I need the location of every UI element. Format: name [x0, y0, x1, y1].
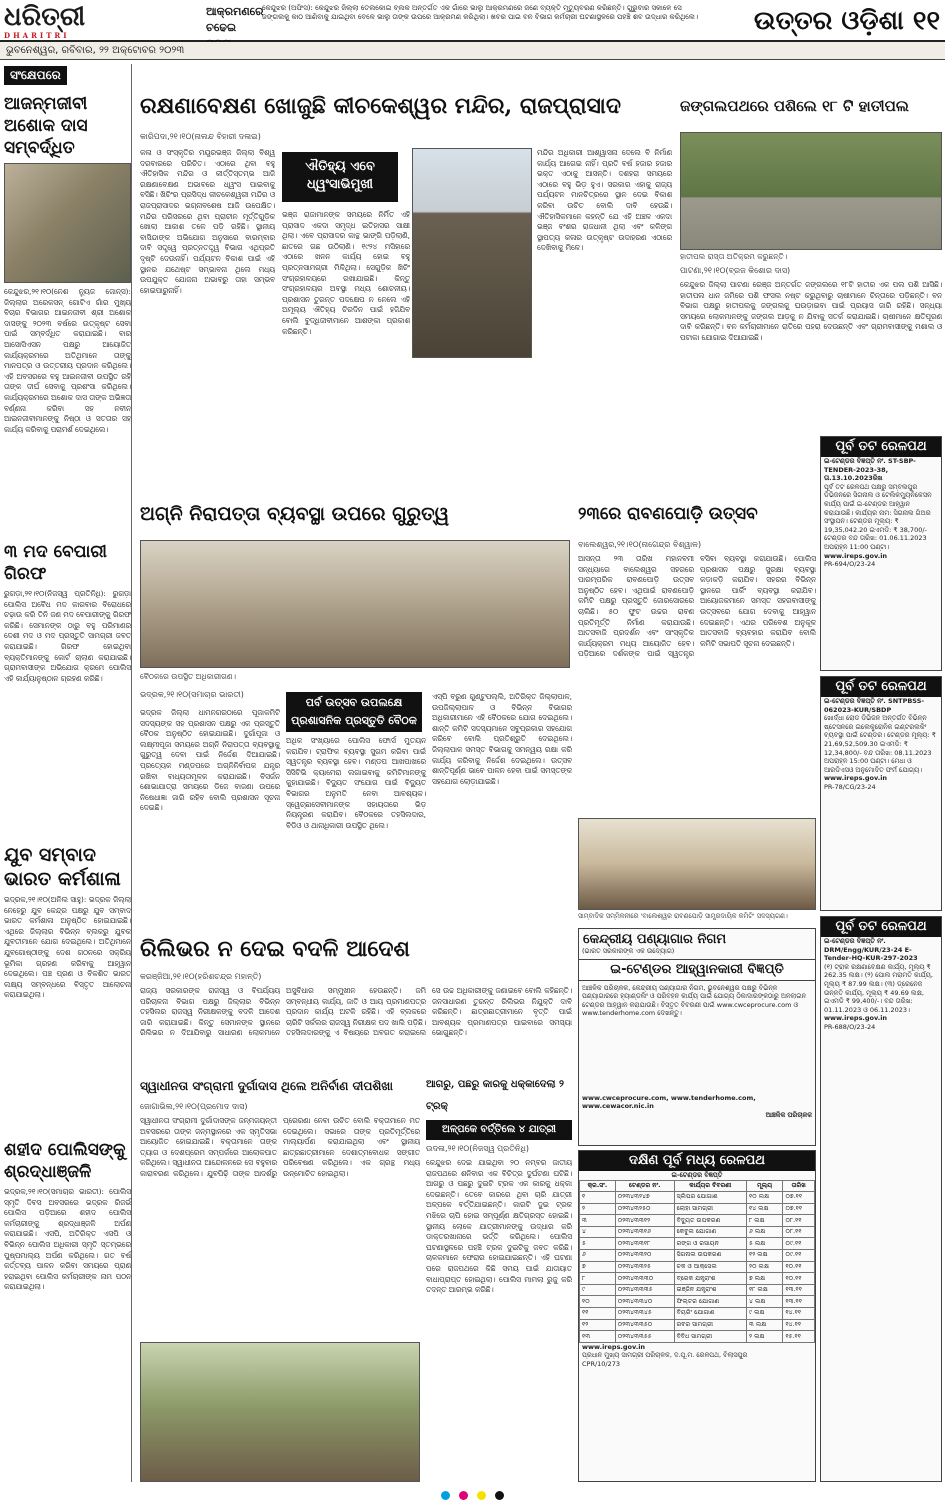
table-row: [580, 1203, 815, 1215]
table-cell: ୦୯.୧୧: [783, 1238, 815, 1250]
table-cell: ୧୧: [580, 1308, 616, 1320]
table-cell: ୬: [580, 1250, 616, 1262]
table-cell: ୫: [580, 1238, 616, 1250]
table-cell: ୨ ଲକ୍ଷ: [747, 1331, 783, 1343]
table-cell: ୩: [580, 1215, 616, 1227]
railway-code: CPR/10/273: [582, 1359, 621, 1368]
ad-2-ref: ଇ-ଟେଣ୍ଡର ବିଜ୍ଞପ୍ତି ନଂ. SNTPBSS-062023-KUR/SBDP: [824, 697, 925, 714]
freedom-text: ସ୍ୱାଧୀନତା ସଂଗ୍ରାମୀ ଦୁର୍ଗାଦାସଙ୍କ ଜନ୍ମଜୟନ୍ତୀ ଅବସରରେ ତାଙ୍କ ଜନ୍ମସ୍ଥାନରେ ଏକ ସ୍ମୃତିସଭା ଆୟୋଜିତ ହୋଇଯାଇଛି। ବକ୍ତାମାନେ ତାଙ୍କ ତ୍ୟାଗ ଓ ଦେଶପ୍ରେମ ସମ୍ପର୍କରେ ଆଲୋକପାତ କରିଥିଲେ। ସ୍ୱାଧୀନତା ଆନ୍ଦୋଳନରେ ସେ ବହୁବାର କାରାବରଣ କରିଥିଲେ। ଯୁବପିଢ଼ି ତାଙ୍କ ଆଦର୍ଶରୁ ପ୍ରେରଣା ନେବା ଉଚିତ ବୋଲି ବକ୍ତାମାନେ ମତ ଦେଇଥିଲେ। ସଭାରେ ତାଙ୍କ ପ୍ରତିମୂର୍ତ୍ତିରେ ମାଲ୍ୟାର୍ପଣ କରାଯାଇଥିଲା ଏବଂ ସ୍ଥାନୀୟ ଛାତ୍ରଛାତ୍ରୀମାନେ ଦେଶାତ୍ମବୋଧକ ସଙ୍ଗୀତ ପରିବେଷଣ କରିଥିଲେ। ଏକ ଗ୍ରନ୍ଥ ମଧ୍ୟ ଉନ୍ମୋଚିତ ହୋଇଥିଲା।: [140, 1116, 420, 1178]
table-cell: ୦୭.୧୧: [783, 1192, 815, 1204]
table-row: [580, 1308, 815, 1320]
table-cell: ୦୨୩୪୩୨୪୭: [615, 1192, 674, 1204]
ravan-photo: [578, 818, 816, 910]
ad-2-site[interactable]: www.ireps.gov.in: [824, 774, 888, 783]
table-cell: ୧: [580, 1192, 616, 1204]
table-cell: ରବର ସାମଗ୍ରୀ: [674, 1319, 746, 1331]
table-cell: ବିବିଧ ସାମଗ୍ରୀ: [674, 1331, 746, 1343]
table-cell: ୮ ଲକ୍ଷ: [747, 1215, 783, 1227]
railway-footer: ପ୍ରଧାନ ମୁଖ୍ୟ ସାମଗ୍ରୀ ପରିଚାଳକ, ଦ.ପୂ.ମ. ରେଳପଥ, ବିଲାସପୁର: [582, 1351, 748, 1360]
table-header-cell: ଟେଣ୍ଡର ନଂ.: [615, 1180, 674, 1192]
freedom-byline: ଜୋଗାଭିଲ,୨୧।୧୦(ପ୍ରମୋଦ ଦାସ): [140, 1102, 248, 1111]
section-title: ଉତ୍ତର ଓଡ଼ିଶା ୧୧: [753, 6, 940, 36]
table-cell: ବ୍ରେକ ଯନ୍ତ୍ରାଂଶ: [674, 1273, 746, 1285]
ad-3-code: PR-688/O/23-24: [824, 1022, 876, 1031]
table-cell: ଚକ ଓ ଆକ୍ସେଲ: [674, 1261, 746, 1273]
truck-kicker: ଅଳ୍ପକେ ବର୍ତ୍ତିଲେ ୪ ଯାତ୍ରୀ: [426, 1120, 572, 1140]
table-header-cell: ମୂଲ୍ୟ: [747, 1180, 783, 1192]
table-cell: ସ୍ଲିପର ଯୋଗାଣ: [674, 1192, 746, 1204]
railway-tender-ad-1[interactable]: [820, 436, 942, 671]
registration-dot-cyan: [441, 1491, 450, 1500]
ad-1-code: PR-694/O/23-24: [824, 560, 876, 569]
table-row: [580, 1261, 815, 1273]
railway-ad-title: ଦକ୍ଷିଣ ପୂର୍ବ ମଧ୍ୟ ରେଳପଥ: [579, 1151, 815, 1171]
table-cell: ୦୨୩୪୩୨୫୦: [615, 1203, 674, 1215]
warehouse-site[interactable]: www.cwceprocure.com, www.tenderhome.com, www.cewacor.nic.in: [582, 1093, 756, 1110]
table-cell: ଇଞ୍ଜିନ ଯନ୍ତ୍ରାଂଶ: [674, 1284, 746, 1296]
table-row: [580, 1331, 815, 1343]
ravan-byline: ବାଲେଶ୍ୱର,୨୧।୧୦(ନାଗେନ୍ଦ୍ର ବିଶ୍ୱାଳ): [578, 540, 702, 549]
table-cell: ୧୦.୧୧: [783, 1261, 815, 1273]
fire-byline: ଭଦ୍ରକ,୨୧।୧୦(ସମାଚାର ଭାରତୀ): [140, 690, 244, 699]
ad-1-site[interactable]: www.ireps.gov.in: [824, 551, 888, 560]
meeting-photo: [140, 540, 570, 668]
table-header-cell: କାର୍ଯ୍ୟର ବିବରଣୀ: [674, 1180, 746, 1192]
ad-1-band: ପୂର୍ବ ତଟ ରେଳପଥ: [821, 437, 941, 457]
truck-headline[interactable]: ଆଗରୁ, ପଛରୁ କାରକୁ ଧକ୍କାଦେଲା ୨ ଟ୍ରକ୍‌: [426, 1079, 564, 1112]
table-cell: ୬ ଲକ୍ଷ: [747, 1226, 783, 1238]
table-header-cell: କ୍ର.ସଂ.: [580, 1180, 616, 1192]
table-cell: ୯: [580, 1284, 616, 1296]
transfer-byline: କରଞ୍ଜିଆ,୨୧।୧୦(ହରିଶଚନ୍ଦ୍ର ମହାନ୍ତି): [140, 972, 262, 981]
warehouse-body: ଆଞ୍ଚଳିକ ପରିଚାଳକ, କେନ୍ଦ୍ରୀୟ ପଣ୍ୟାଗାର ନିଗମ, ଭୁବନେଶ୍ୱର ପକ୍ଷରୁ ବିଭିନ୍ନ ପଣ୍ୟାଗାରରେ ହ୍ୟାଣ୍ଡଲିଂ ଓ ପରିବହନ କାର୍ଯ୍ୟ ପାଇଁ ଯୋଗ୍ୟ ଠିକାଦାରଙ୍କଠାରୁ ଅନଲାଇନ ଟେଣ୍ଡର ଆହ୍ୱାନ କରାଯାଉଛି। ବିସ୍ତୃତ ବିବରଣୀ ପାଇଁ www.cwceprocure.com ଓ www.tenderhome.com ଦେଖନ୍ତୁ।: [582, 983, 807, 1017]
table-cell: ଫିଲ୍ଟର ଯୋଗାଣ: [674, 1296, 746, 1308]
ad-3-body: (୧) ଟ୍ରାକ ରକ୍ଷଣାବେକ୍ଷଣ କାର୍ଯ୍ୟ, ମୂଲ୍ୟ ₹ 262.35 ଲକ୍ଷ। (୨) ପୋଲ ମରାମତି କାର୍ଯ୍ୟ, ମୂଲ୍ୟ ₹ 87.99 ଲକ୍ଷ। (୩) ଡ୍ରେନେଜ ଉନ୍ନତି କାର୍ଯ୍ୟ, ମୂଲ୍ୟ ₹ 49.69 ଲକ୍ଷ, ଇଏମଡି ₹ 99,400/-। ବନ୍ଦ ତାରିଖ: 01.11.2023 ଓ 06.11.2023।: [824, 962, 933, 1014]
fire-sub-headline: ପର୍ବ ଉତ୍ସବ ଉପଲକ୍ଷେ ପ୍ରଶାସନିକ ପ୍ରସ୍ତୁତି ବୈଠକ: [286, 692, 422, 732]
ravan-headline[interactable]: ୨୩ରେ ରାବଣପୋଡ଼ି ଉତ୍ସବ: [578, 504, 758, 524]
table-row: [580, 1284, 815, 1296]
warehouse-org-sub: (ଭାରତ ସରକାରଙ୍କ ଏକ ଉଦ୍ୟୋଗ): [582, 947, 675, 955]
table-cell: ୧୩.୧୧: [783, 1296, 815, 1308]
ad-3-site[interactable]: www.ireps.gov.in: [824, 1014, 888, 1023]
table-cell: ୫ ଲକ୍ଷ: [747, 1238, 783, 1250]
table-cell: ୧୨: [580, 1319, 616, 1331]
railway-ad-subtitle: ଇ-ଟେଣ୍ଡର ବିଜ୍ଞପ୍ତି: [671, 1171, 723, 1179]
table-row: [580, 1215, 815, 1227]
table-cell: ୦୨୩୪୩୩୪୦: [615, 1296, 674, 1308]
lead-column-1: କଳା ଓ ସଂସ୍କୃତିର ମୟୂରଭଞ୍ଜ ଜିଲ୍ଲା ବିଶ୍ୱ ଦରବାରରେ ପରିଚିତ। ଏଠାରେ ଥିବା ବହୁ ଐତିହାସିକ ମନ୍ଦିର ଓ କୀର୍ତ୍ତିସ୍ତମ୍ଭ ଆଜି ରକ୍ଷଣାବେକ୍ଷଣ ଅଭାବରେ ଧ୍ୱଂସ ପାଇବାକୁ ବସିଛି। ଖିଚିଂର ପ୍ରସିଦ୍ଧ କୀଚକେଶ୍ୱରୀ ମନ୍ଦିର ଓ ରାଜପ୍ରାସାଦର ଭଗ୍ନାବଶେଷ ଆଜି ଉପେକ୍ଷିତ। ମନ୍ଦିର ପରିସରରେ ଥିବା ପ୍ରାଚୀନ ମୂର୍ତ୍ତିଗୁଡ଼ିକ ଖୋଲା ଆକାଶ ତଳେ ପଡ଼ି ରହିଛି। ସ୍ଥାନୀୟ ବାସିନ୍ଦାଙ୍କ ଅଭିଯୋଗ ଅନୁସାରେ ବାରମ୍ବାର ଦାବି ସତ୍ତ୍ୱେ ପ୍ରତ୍ନତତ୍ତ୍ୱ ବିଭାଗ ଏଥିପ୍ରତି ଦୃଷ୍ଟି ଦେଉନାହିଁ। ପର୍ଯ୍ୟଟନ ବିକାଶ ପାଇଁ ଏହି ସ୍ଥାନର ଯଥେଷ୍ଟ ସମ୍ଭାବନା ଥିଲେ ମଧ୍ୟ ଉପଯୁକ୍ତ ଯୋଜନା ଅଭାବରୁ ତାହା ସମ୍ଭବ ହୋଇପାରୁନାହିଁ।: [140, 148, 275, 295]
elephant-byline: ପାଟଣା,୨୧।୧୦(ବ୍ରଜ କିଶୋର ଦାସ): [680, 266, 791, 275]
fire-column-3: ଏସ୍‌ପି ବରୁଣ ଗୁଣ୍ଟୁପଲ୍ଲି, ଅତିରିକ୍ତ ଜିଲ୍ଲାପାଳ, ଉପଜିଲ୍ଲାପାଳ ଓ ବିଭିନ୍ନ ବିଭାଗର ଅଧିକାରୀମାନେ ଏହି ବୈଠକରେ ଯୋଗ ଦେଇଥିଲେ। ଶାନ୍ତି କମିଟି ସଦସ୍ୟମାନେ ସବୁପ୍ରକାର ସହଯୋଗ କରିବେ ବୋଲି ପ୍ରତିଶ୍ରୁତି ଦେଇଥିଲେ। ଜିଲ୍ଲାପାଳ ସମସ୍ତ ବିଭାଗକୁ ସମନ୍ୱୟ ରକ୍ଷା କରି କାର୍ଯ୍ୟ କରିବାକୁ ନିର୍ଦ୍ଦେଶ ଦେଇଥିଲେ। ଉତ୍ସବ ଶାନ୍ତିପୂର୍ଣ୍ଣ ଭାବେ ପାଳନ ହେବା ପାଇଁ ସମସ୍ତଙ୍କ ସହଯୋଗ ଲୋଡ଼ାଯାଇଛି।: [432, 692, 572, 786]
table-row: [580, 1238, 815, 1250]
brief-2-text: ରୁଗଡ଼ା,୨୧।୧୦(ନିଜସ୍ୱ ପ୍ରତିନିଧି): ରୁଗଡ଼ା ପୋଲିସ ଅବୈଧ ମଦ କାରବାର ବିରୋଧରେ ଚଢ଼ାଉ କରି ତିନି ଜଣ ମଦ ବେପାରୀଙ୍କୁ ଗିରଫ କରିଛି। ସେମାନଙ୍କ ଠାରୁ ବହୁ ପରିମାଣର ଦେଶୀ ମଦ ଓ ମଦ ପ୍ରସ୍ତୁତି ସାମଗ୍ରୀ ଜବତ କରାଯାଇଛି। ଗିରଫ ହୋଇଥିବା ବ୍ୟକ୍ତିମାନଙ୍କୁ କୋର୍ଟ ଚାଲାଣ କରାଯାଇଛି। ଗ୍ରାମବାସୀଙ୍କ ଅଭିଯୋଗ କ୍ରମେ ପୋଲିସ ଏହି କାର୍ଯ୍ୟାନୁଷ୍ଠାନ ଗ୍ରହଣ କରିଛି।: [4, 589, 131, 683]
table-cell: ୭ ଲକ୍ଷ: [747, 1273, 783, 1285]
registration-dot-yellow: [477, 1491, 486, 1500]
elephant-photo: [680, 132, 942, 250]
ad-2-body: ଖୋର୍ଦ୍ଧା ରୋଡ ଡିଭିଜନ ଅନ୍ତର୍ଗତ ବିଭିନ୍ନ ଷ୍ଟେସନରେ ଇଲେକ୍ଟ୍ରୋନିକ ଇଣ୍ଟରଲକିଂ ବ୍ୟବସ୍ଥା ପାଇଁ ଟେଣ୍ଡର। ଟେଣ୍ଡର ମୂଲ୍ୟ: ₹ 21,69,52,509.30 ଇଏମଡି: ₹ 12,34,800/- ବନ୍ଦ ତାରିଖ: 08.11.2023 ଅପରାହ୍ନ 15:00 ଘଣ୍ଟା। ମେଧା ଓ ଆରଡିଏସଓ ଅନୁମୋଦିତ ଫର୍ମ ଯୋଗ୍ୟ।: [824, 714, 936, 774]
ad-2-code: PR-78/CG/23-24: [824, 782, 876, 791]
table-cell: ଲୋହା ସାମଗ୍ରୀ: [674, 1203, 746, 1215]
transfer-headline[interactable]: ରିଲିଭର ନ ଦେଇ ବଦଳି ଆଦେଶ: [140, 936, 410, 962]
table-cell: ୧୪.୧୧: [783, 1319, 815, 1331]
table-cell: ୨୦ ଲକ୍ଷ: [747, 1261, 783, 1273]
warehouse-signoff: ଆଞ୍ଚଳିକ ପରିଚାଳକ: [765, 1110, 812, 1119]
sidebar-briefs: [4, 64, 132, 1482]
fire-column-2: ଅଧିକ ସଂଖ୍ୟାରେ ପୋଲିସ ଫୋର୍ସ ମୁତୟନ କରାଯିବ। ଟ୍ରାଫିକ ବ୍ୟବସ୍ଥା ସୁଗମ କରିବା ପାଇଁ ସ୍ୱତନ୍ତ୍ର ବ୍ୟବସ୍ଥା ହେବ। ମଣ୍ଡପ ଆଖପାଖରେ ସିସିଟିଭି କ୍ୟାମେରା ଲଗାଇବାକୁ କମିଟିମାନଙ୍କୁ କୁହାଯାଇଛି। ବିଦ୍ୟୁତ ସଂଯୋଗ ପାଇଁ ବିଦ୍ୟୁତ ବିଭାଗର ଅନୁମତି ନେବା ଆବଶ୍ୟକ। ସ୍ୱେଚ୍ଛାସେବୀମାନଙ୍କ ସହାୟତାରେ ଭିଡ଼ ନିୟନ୍ତ୍ରଣ କରାଯିବ। ବୈଠକରେ ତହସିଲଦାର, ବିଡିଓ ଓ ଥାନାଧିକାରୀ ଉପସ୍ଥିତ ଥିଲେ।: [286, 736, 426, 830]
table-cell: ସିଗନାଲ ଉପକରଣ: [674, 1250, 746, 1262]
lead-column-3: ମନ୍ଦିର ଅଧିକାରୀ ଆଶ୍ୱାସନା ଦେଲେ ବି ନିର୍ମାଣ କାର୍ଯ୍ୟ ଆଗେଇ ନାହିଁ। ପ୍ରତି ବର୍ଷ ହଜାର ହଜାର ଭକ୍ତ ଏଠାକୁ ଆସନ୍ତି। ଦଶହରା ସମୟରେ ଏଠାରେ ବହୁ ଭିଡ଼ ହୁଏ। ସରକାର ଏହାକୁ ରାଜ୍ୟ ପର୍ଯ୍ୟଟନ ମାନଚିତ୍ରରେ ସ୍ଥାନ ଦେଇ ବିକାଶ କରିବା ଉଚିତ ବୋଲି ଦାବି ହେଉଛି। ଐତିହାସିକମାନେ କହନ୍ତି ଯେ ଏହି ଅଞ୍ଚଳ ଏକଦା ଭଞ୍ଜ ବଂଶର ରାଜଧାନୀ ଥିଲା ଏବଂ କଳିଙ୍ଗ ସ୍ଥାପତ୍ୟ କଳାର ଉତ୍କୃଷ୍ଟ ଉଦାହରଣ ଏଠାରେ ଦେଖିବାକୁ ମିଳେ।: [537, 148, 672, 253]
table-cell: ୧୦.୧୧: [783, 1273, 815, 1285]
fire-column-1: ଭଦ୍ରକ ଜିଲ୍ଲା ଧାମନଗରଠାରେ ପୂଜାକମିଟି ସଦସ୍ୟଙ୍କ ସହ ପ୍ରଶାସନ ପକ୍ଷରୁ ଏକ ପ୍ରସ୍ତୁତି ବୈଠକ ଅନୁଷ୍ଠିତ ହୋଇଯାଇଛି। ଦୁର୍ଗାପୂଜା ଓ ଲକ୍ଷ୍ମୀପୂଜା ସମୟରେ ଅଗ୍ନି ନିରାପତ୍ତା ବ୍ୟବସ୍ଥାକୁ ଗୁରୁତ୍ୱ ଦେବା ପାଇଁ ନିର୍ଦ୍ଦେଶ ଦିଆଯାଇଛି। ପ୍ରତ୍ୟେକ ମଣ୍ଡପରେ ଅଗ୍ନିନିର୍ବାପକ ଯନ୍ତ୍ର ରଖିବା ବାଧ୍ୟତାମୂଳକ କରାଯାଇଛି। ବିସର୍ଜନ ଶୋଭାଯାତ୍ରା ସମୟରେ ଡିଜେ ବାଜଣା ଉପରେ ନିଷେଧାଜ୍ଞା ଜାରି ରହିବ ବୋଲି ପ୍ରଶାସନ ସୂଚନା ଦେଇଛି।: [140, 708, 280, 813]
table-cell: ୦୨୩୪୩୩୩୫: [615, 1284, 674, 1296]
table-cell: ୦୨୩୪୩୩୫୦: [615, 1319, 674, 1331]
table-cell: ୦୨୩୪୩୩୨୫: [615, 1261, 674, 1273]
briefs-tag: ସଂକ୍ଷେପରେ: [4, 66, 67, 85]
table-cell: ୪ ଲକ୍ଷ: [747, 1296, 783, 1308]
table-row: [580, 1296, 815, 1308]
table-cell: ବିଦ୍ୟୁତ ଉପକରଣ: [674, 1215, 746, 1227]
table-cell: ୦୭.୧୧: [783, 1203, 815, 1215]
truck-byline: ଉଦଳା,୨୧।୧୦(ନିଜସ୍ୱ ପ୍ରତିନିଧି): [426, 1144, 529, 1153]
railway-tender-ad-3[interactable]: [820, 916, 942, 1482]
table-cell: ୦୯.୧୧: [783, 1250, 815, 1262]
registration-dot-magenta: [459, 1491, 468, 1500]
ad-3-band: ପୂର୍ବ ତଟ ରେଳପଥ: [821, 917, 941, 937]
ravan-caption: ସାମ୍ବାଦିକ ସମ୍ମିଳନୀରେ 'ବାଲେଶ୍ୱର ରାବଣପୋଡ଼ି ସାମ୍ପ୍ରଦାୟିକ କମିଟି' ସଦସ୍ୟଗଣ।: [578, 912, 788, 920]
print-registration-marks: [0, 1486, 945, 1498]
table-cell: ୦୨୩୪୩୩୧୬: [615, 1226, 674, 1238]
ad-1-body: ପୂର୍ବ ତଟ ରେଳପଥ ପକ୍ଷରୁ ସମ୍ବଲପୁର ଡିଭିଜନରେ ସିଗନାଲ ଓ ଟେଲିକମ୍ୟୁନିକେସନ କାର୍ଯ୍ୟ ପାଇଁ ଇ-ଟେଣ୍ଡର ଆହ୍ୱାନ କରାଯାଉଛି। କାର୍ଯ୍ୟର ନାମ: ସିଗନାଲ ଗିଅର ସଂସ୍ଥାପନ। ଟେଣ୍ଡର ମୂଲ୍ୟ: ₹ 19,35,042.20 ଇଏମଡି: ₹ 38,700/- ଟେଣ୍ଡର ବନ୍ଦ ତାରିଖ: 01.06.11.2023 ଅପରାହ୍ନ 11:00 ଘଣ୍ଟା।: [824, 482, 932, 551]
table-cell: ୧୮ ଲକ୍ଷ: [747, 1284, 783, 1296]
date-line: ଭୁବନେଶ୍ୱର, ରବିବାର, ୨୨ ଅକ୍ଟୋବର ୨୦୨୩: [0, 42, 945, 60]
table-cell: ୧୨ ଲକ୍ଷ: [747, 1250, 783, 1262]
table-cell: ୦୨୩୪୩୩୪୫: [615, 1308, 674, 1320]
meeting-caption: ବୈଠକରେ ଉପସ୍ଥିତ ଅଧିକାରୀଗଣ।: [140, 672, 236, 681]
table-row: [580, 1273, 815, 1285]
brief-1-text: କେନ୍ଦୁଝର,୨୧।୧୦(ନେଶ ନ୍ୟୁଜ ଜୋନ୍ସ): ଜିଲ୍ଲାର ଅରେକସନ୍ ଗୋଟିଏ ଗାଁର ମୁଖ୍ୟ ବିଚାର ବିଭାଗର ଆଇନଜୀବୀ ଶ୍ରୀ ଅଶୋକ ଦାସଙ୍କୁ ୨୦୨୩ ବର୍ଷରେ ଉତ୍କୃଷ୍ଟ ସେବା ପାଇଁ ସମ୍ବର୍ଦ୍ଧିତ କରାଯାଇଛି। ବାର ଆସୋସିଏସନ ପକ୍ଷରୁ ଆୟୋଜିତ କାର୍ଯ୍ୟକ୍ରମରେ ଅତିଥିମାନେ ତାଙ୍କୁ ମାନପତ୍ର ଓ ଉତ୍ତରୀୟ ପ୍ରଦାନ କରିଥିଲେ। ଏହି ଅବସରରେ ବହୁ ଆଇନଜୀବୀ ଉପସ୍ଥିତ ରହି ତାଙ୍କ ଦୀର୍ଘ ସେବାକୁ ପ୍ରଶଂସା କରିଥିଲେ। କାର୍ଯ୍ୟକ୍ରମରେ ଅଶୋକ ଦାସ ତାଙ୍କ ଅଭିଜ୍ଞତା ବର୍ଣ୍ଣନା କରିବା ସହ ନବୀନ ଆଇନଜୀବୀମାନଙ୍କୁ ନିଷ୍ଠା ଓ ସତତାର ସହ କାର୍ଯ୍ୟ କରିବାକୁ ପରାମର୍ଶ ଦେଇଥିଲେ।: [4, 287, 131, 434]
railway-tender-table: [579, 1180, 815, 1343]
table-cell: ୩ ଲକ୍ଷ: [747, 1319, 783, 1331]
newspaper-logo[interactable]: ଧରିତ୍ରୀ DHARITRI: [4, 2, 86, 40]
lead-column-2: ଭଞ୍ଜ ରାଜାମାନଙ୍କ ସମୟରେ ନିର୍ମିତ ଏହି ପ୍ରାସାଦ ଏକଦା ସମୃଦ୍ଧ ଇତିହାସର ସାକ୍ଷୀ ଥିଲା। ଏବେ ପ୍ରାସାଦର କାନ୍ଥ ଭାଙ୍ଗି ପଡ଼ିଲାଣି, ଛାତରେ ଗଛ ଉଠିଲାଣି। ୧୯୨୪ ମସିହାରେ ଏଠାରେ ଖନନ କାର୍ଯ୍ୟ ହୋଇ ବହୁ ପ୍ରତ୍ନସାମଗ୍ରୀ ମିଳିଥିଲା। ସେଗୁଡ଼ିକ ଖିଚିଂ ସଂଗ୍ରହାଳୟରେ ରଖାଯାଇଛି। କିନ୍ତୁ ସଂଗ୍ରହାଳୟର ଅବସ୍ଥା ମଧ୍ୟ ଶୋଚନୀୟ। ପ୍ରଶାସନ ତୁରନ୍ତ ପଦକ୍ଷେପ ନ ନେଲେ ଏହି ଅମୂଲ୍ୟ ଐତିହ୍ୟ ଚିରଦିନ ପାଇଁ ହଜିଯିବ ବୋଲି ବୁଦ୍ଧିଜୀବୀମାନେ ଆଶଙ୍କା ପ୍ରକାଶ କରିଛନ୍ତି।: [282, 210, 410, 336]
table-cell: ୦୨୩୪୩୩୩୦: [615, 1273, 674, 1285]
brief-2-title[interactable]: ୩ ମଦ ବେପାରୀ ଗିରଫ: [4, 542, 107, 584]
table-cell: ୧୫.୧୧: [783, 1331, 815, 1343]
brief-4-text: ଭଦ୍ରକ,୨୧।୧୦(ସମାଚାର ଭାରତୀ): ପୋଲିସ ସ୍ମୃତି ଦିବସ ଅବସରରେ ଭଦ୍ରକ ରିଜର୍ଭ ପୋଲିସ ପଡ଼ିଆରେ ଶହୀଦ ପୋଲିସ କର୍ମଚାରୀଙ୍କୁ ଶ୍ରଦ୍ଧାଞ୍ଜଳି ଅର୍ପଣ କରାଯାଇଛି। ଏସପି, ଅତିରିକ୍ତ ଏସପି ଓ ବିଭିନ୍ନ ପୋଲିସ ଅଧିକାରୀ ସ୍ମୃତି ସ୍ତମ୍ଭରେ ପୁଷ୍ପମାଲ୍ୟ ଅର୍ପଣ କରିଥିଲେ। ଗତ ବର୍ଷ କର୍ତ୍ତବ୍ୟ ପାଳନ କରିବା ସମୟରେ ପ୍ରାଣ ହରାଇଥିବା ପୋଲିସ କର୍ମଚାରୀଙ୍କ ନାମ ପଠନ କରାଯାଇଥିଲା।: [4, 1187, 131, 1292]
table-cell: ୦୨୩୪୩୩୨୦: [615, 1250, 674, 1262]
table-row: [580, 1192, 815, 1204]
ad-3-ref: ଇ-ଟେଣ୍ଡର ବିଜ୍ଞପ୍ତି ନଂ. DRM/Engg/KUR/23-24 E-Tender-HQ-KUR-297-2023: [824, 937, 918, 963]
table-cell: ୯ ଲକ୍ଷ: [747, 1308, 783, 1320]
warehouse-ad-title: ଇ-ଟେଣ୍ଡର ଆହ୍ୱାନକାରୀ ବିଜ୍ଞପ୍ତି: [579, 959, 815, 981]
table-cell: ୦୨୩୪୩୩୧୮: [615, 1238, 674, 1250]
table-cell: ୧୪.୧୧: [783, 1308, 815, 1320]
registration-dot-black: [495, 1491, 504, 1500]
masthead: [0, 0, 945, 42]
table-cell: ରଙ୍ଗ ଓ ରସାୟନ: [674, 1238, 746, 1250]
ravan-text: ଆସନ୍ତା ୨୩ ତାରିଖ ମହାନବମୀ ସନ୍ଧ୍ୟାରେ ବାଲେଶ୍ୱର ସହରରେ ପାରମ୍ପରିକ ରାବଣପୋଡ଼ି ଉତ୍ସବ ଅନୁଷ୍ଠିତ ହେବ। ଏଥିପାଇଁ ରାବଣପୋଡ଼ି କମିଟି ପକ୍ଷରୁ ପ୍ରସ୍ତୁତି ଜୋରସୋରରେ ଚାଲିଛି। ୫୦ ଫୁଟ ଉଚ୍ଚର ରାବଣ ପ୍ରତିମୂର୍ତ୍ତି ନିର୍ମାଣ କରାଯାଉଛି। ଆତସବାଜି ପ୍ରଦର୍ଶନ ଏବଂ ସାଂସ୍କୃତିକ କାର୍ଯ୍ୟକ୍ରମ ମଧ୍ୟ ଆୟୋଜିତ ହେବ। ପଡ଼ିଆରେ ଦର୍ଶକଙ୍କ ପାଇଁ ସ୍ୱତନ୍ତ୍ର ବସିବା ବ୍ୟବସ୍ଥା କରାଯାଉଛି। ପୋଲିସ ପ୍ରଶାସନ ପକ୍ଷରୁ ସୁରକ୍ଷା ବ୍ୟବସ୍ଥା କଡ଼ାକଡ଼ି କରାଯିବ। ସହରର ବିଭିନ୍ନ ସ୍ଥାନରେ ପାର୍କିଂ ବ୍ୟବସ୍ଥା କରାଯିବ। ଆୟୋଜକମାନେ ସମସ୍ତ ସହରବାସୀଙ୍କୁ ଉତ୍ସବରେ ଯୋଗ ଦେବାକୁ ଆହ୍ୱାନ ଦେଇଛନ୍ତି। ଏଥର ପରିବେଶ ଅନୁକୂଳ ଆତସବାଜି ବ୍ୟବହାର କରାଯିବ ବୋଲି କମିଟି ସଭାପତି ସୂଚନା ଦେଇଛନ୍ତି।: [578, 554, 816, 659]
brief-1-photo: [4, 163, 131, 283]
truck-text: କେନ୍ଦୁଝର ଦେଇ ଯାଇଥିବା ୨୦ ନମ୍ବର ଜାତୀୟ ରାଜପଥରେ ଶନିବାର ଏକ ବିଚିତ୍ର ଦୁର୍ଘଟଣା ଘଟିଛି। ଆଗରୁ ଓ ପଛରୁ ଦୁଇଟି ଟ୍ରକ ଏକ କାରକୁ ଧକ୍କା ଦେଇଛନ୍ତି। ତେବେ କାରରେ ଥିବା ଚାରି ଯାତ୍ରୀ ଅଳ୍ପକେ ବର୍ତ୍ତିଯାଇଛନ୍ତି। କାରଟି ଦୁଇ ଟ୍ରକ ମଝିରେ ଚାପି ହୋଇ ସମ୍ପୂର୍ଣ୍ଣ କ୍ଷତିଗ୍ରସ୍ତ ହୋଇଛି। ସ୍ଥାନୀୟ ଲୋକେ ଯାତ୍ରୀମାନଙ୍କୁ ଉଦ୍ଧାର କରି ଡାକ୍ତରଖାନାରେ ଭର୍ତ୍ତି କରିଥିଲେ। ପୋଲିସ ଘଟଣାସ୍ଥଳରେ ପହଞ୍ଚି ଟ୍ରକ ଦୁଇଟିକୁ ଜବତ କରିଛି। ଚାଳକମାନେ ଫେରାର ହୋଇଯାଇଛନ୍ତି। ଏହି ଘଟଣା ପରେ ରାଜପଥରେ କିଛି ସମୟ ପାଇଁ ଯାତାୟାତ ବାଧାପ୍ରାପ୍ତ ହୋଇଥିଲା। ପୋଲିସ ମାମଲା ରୁଜୁ କରି ତଦନ୍ତ ଆରମ୍ଭ କରିଛି।: [426, 1158, 572, 1295]
table-header-cell: ତାରିଖ: [783, 1180, 815, 1192]
railway-tender-ad-2[interactable]: [820, 676, 942, 911]
lead-byline: କାରିପଦା,୨୧।୧୦(ନାଲନ୍ଦ ବିହାରୀ ଦଳାଇ): [140, 132, 261, 141]
teaser-text: କେନ୍ଦୁଝର (ଅଫିସ): କେନ୍ଦୁଝର ଜିଲ୍ଲା ତେଲକୋଇ ବ୍ଲକ ଅନ୍ତର୍ଗତ ଏକ ଗାଁରେ ଭାଲୁ ଆକ୍ରମଣରେ ଜଣେ ବ୍ୟକ୍ତି ମୃତ୍ୟୁବରଣ କରିଛନ୍ତି। ଗୁରୁବାର ସକାଳେ ସେ ଜଙ୍ଗଲକୁ କାଠ ଆଣିବାକୁ ଯାଇଥିବା ବେଳେ ଭାଲୁ ତାଙ୍କ ଉପରେ ଆକ୍ରମଣ କରିଥିଲା। ଖବର ପାଇ ବନ ବିଭାଗ କର୍ମଚାରୀ ଘଟଣାସ୍ଥଳରେ ପହଞ୍ଚି ଶବ ଉଦ୍ଧାର କରିଥିଲେ।: [262, 4, 698, 21]
temple-photo: [412, 148, 532, 358]
table-cell: ୧୩: [580, 1331, 616, 1343]
table-row: [580, 1250, 815, 1262]
brief-1-title[interactable]: ଆଜନ୍ମଜୀବୀ ଅଶୋକ ଦାସ ସମ୍ବର୍ଦ୍ଧିତ: [4, 94, 88, 158]
table-cell: ୧୩.୧୧: [783, 1284, 815, 1296]
freedom-headline[interactable]: ସ୍ୱାଧୀନତା ସଂଗ୍ରାମୀ ଦୁର୍ଗାଦାସ ଥିଲେ ଅନିର୍ବାଣ ଦୀପଶିଖା: [140, 1079, 393, 1093]
brief-3-text: ଭଦ୍ରକ,୨୧।୧୦(ଅନିଲ ସାହୁ): ଭଦ୍ରକ ଜିଲ୍ଲା ନେହେରୁ ଯୁବ କେନ୍ଦ୍ର ପକ୍ଷରୁ ଯୁବ ସମ୍ବାଦ ଭାରତ କର୍ମଶାଳା ଅନୁଷ୍ଠିତ ହୋଇଯାଇଛି। ଏଥିରେ ଜିଲ୍ଲାର ବିଭିନ୍ନ ବ୍ଲକରୁ ଯୁବକ ଯୁବତୀମାନେ ଯୋଗ ଦେଇଥିଲେ। ଅତିଥିମାନେ ଯୁବଗୋଷ୍ଠୀଙ୍କୁ ଦେଶ ଗଠନରେ ସକ୍ରିୟ ଭୂମିକା ଗ୍ରହଣ କରିବାକୁ ଆହ୍ୱାନ ଦେଇଥିଲେ। ପଞ୍ଚ ପ୍ରଣ ଓ ବିକଶିତ ଭାରତ ଲକ୍ଷ୍ୟ ସମ୍ବନ୍ଧରେ ବିସ୍ତୃତ ଆଲୋଚନା କରାଯାଇଥିଲା।: [4, 895, 131, 1000]
table-cell: ୦୨୩୪୩୩୧୨: [615, 1215, 674, 1227]
table-cell: ୦୨୩୪୩୩୫୫: [615, 1331, 674, 1343]
freedom-photo: [140, 1342, 420, 1482]
elephant-text: କେନ୍ଦୁଝର ଜିଲ୍ଲା ପାଟଣା ରେଞ୍ଜ ଅନ୍ତର୍ଗତ ଜଙ୍ଗଲରେ ୧୮ଟି ହାତୀର ଏକ ପଲ ପଶି ଆସିଛି। ହାତୀପଲ ଧାନ ଜମିରେ ପଶି ଫସଲ ନଷ୍ଟ କରୁଥିବାରୁ ଚାଷୀମାନେ ଚିନ୍ତାରେ ପଡ଼ିଛନ୍ତି। ବନ ବିଭାଗ ପକ୍ଷରୁ ହାତୀପଲକୁ ଜଙ୍ଗଲକୁ ଘଉଡ଼ାଇବା ପାଇଁ ପ୍ରୟାସ ଜାରି ରହିଛି। ସନ୍ଧ୍ୟା ସମୟରେ ଲୋକମାନଙ୍କୁ ଜଙ୍ଗଲ ଆଡ଼କୁ ନ ଯିବାକୁ ସତର୍କ କରାଯାଇଛି। ଚାଷୀମାନେ କ୍ଷତିପୂରଣ ଦାବି କରିଛନ୍ତି। ବନ କର୍ମଚାରୀମାନେ ରାତିରେ ପହରା ଦେଉଛନ୍ତି ଏବଂ ଗ୍ରାମବାସୀଙ୍କୁ ମଶାଲ ଓ ପଟାକା ଯୋଗାଇ ଦିଆଯାଇଛି।: [680, 280, 942, 342]
warehouse-tender-ad[interactable]: [578, 928, 816, 1146]
brief-3-title[interactable]: ଯୁବ ସମ୍ବାଦ ଭାରତ କର୍ମଶାଳା: [4, 844, 121, 890]
brief-4-title[interactable]: ଶହୀଦ ପୋଲିସଙ୍କୁ ଶ୍ରଦ୍ଧାଞ୍ଜଳି: [4, 1140, 126, 1182]
lead-headline[interactable]: ରକ୍ଷଣାବେକ୍ଷଣ ଖୋଜୁଛି କୀଚକେଶ୍ୱର ମନ୍ଦିର, ରାଜପ୍ରାସାଦ: [140, 93, 621, 119]
table-row: [580, 1319, 815, 1331]
lead-kicker: ଐତିହ୍ୟ ଏବେ ଧ୍ୱଂସାଭିମୁଖୀ: [282, 152, 398, 202]
warehouse-org: କେନ୍ଦ୍ରୀୟ ପଣ୍ୟାଗାର ନିଗମ: [583, 932, 727, 947]
teaser-heading: ଆକ୍ରମଣରେ ଚଢେଇ: [206, 5, 264, 34]
table-cell: ୧୦ ଲକ୍ଷ: [747, 1192, 783, 1204]
table-cell: ବିୟରିଂ ଯୋଗାଣ: [674, 1308, 746, 1320]
table-cell: କେବୁଲ ଯୋଗାଣ: [674, 1226, 746, 1238]
table-row: [580, 1226, 815, 1238]
table-cell: ୧୦: [580, 1296, 616, 1308]
transfer-text: ରାଜ୍ୟ ସରକାରଙ୍କ ରାଜସ୍ୱ ଓ ବିପର୍ଯ୍ୟୟ ପରିଚାଳନା ବିଭାଗ ପକ୍ଷରୁ ଜିଲ୍ଲାର ବିଭିନ୍ନ ତହସିଲର ରାଜସ୍ୱ ନିରୀକ୍ଷକଙ୍କୁ ବଦଳି ଆଦେଶ ଜାରି କରାଯାଇଛି। କିନ୍ତୁ ସେମାନଙ୍କ ସ୍ଥାନରେ ରିଲିଭର ନ ଦିଆଯିବାରୁ ସାଧାରଣ ଲୋକମାନେ ଅସୁବିଧାର ସମ୍ମୁଖୀନ ହେଉଛନ୍ତି। ଜମି ସମ୍ବନ୍ଧୀୟ କାର୍ଯ୍ୟ, ଜାତି ଓ ଆୟ ପ୍ରମାଣପତ୍ର ପ୍ରଦାନ କାର୍ଯ୍ୟ ଅଟକି ରହିଛି। ଏହି ବ୍ଲକରେ ଚାରିଟି ସର୍କଲର ରାଜସ୍ୱ ନିରୀକ୍ଷକ ପଦ ଖାଲି ପଡ଼ିଛି। ତହସିଲଦାରଙ୍କୁ ଏ ବିଷୟରେ ଅବଗତ କରାଇଲେ ସେ ଉଚ୍ଚ ଅଧିକାରୀଙ୍କୁ ଜଣାଇବେ ବୋଲି କହିଛନ୍ତି। ଜନସାଧାରଣ ତୁରନ୍ତ ରିଲିଭର ନିଯୁକ୍ତି ଦାବି କରିଛନ୍ତି। ଛାତ୍ରଛାତ୍ରୀମାନେ ବୃତ୍ତି ପାଇଁ ଆବଶ୍ୟକ ପ୍ରମାଣପତ୍ର ପାଇବାରେ ସମସ୍ୟା ଭୋଗୁଛନ୍ତି।: [140, 986, 572, 1038]
elephant-headline[interactable]: ଜଙ୍ଗଲପଥରେ ପଶିଲେ ୧୮ ଟି ହାତୀପଲ: [680, 97, 909, 115]
table-cell: ୧୪ ଲକ୍ଷ: [747, 1203, 783, 1215]
table-cell: ୮: [580, 1273, 616, 1285]
table-cell: ୨: [580, 1203, 616, 1215]
table-cell: ୦୮.୧୧: [783, 1215, 815, 1227]
fire-headline[interactable]: ଅଗ୍ନି ନିରାପତ୍ତା ବ୍ୟବସ୍ଥା ଉପରେ ଗୁରୁତ୍ୱ: [140, 503, 450, 525]
ad-1-ref: ଇ-ଟେଣ୍ଡର ବିଜ୍ଞପ୍ତି ନଂ. ST-SBP-TENDER-2023-38, ତା.13.10.2023ରିଖ: [824, 457, 916, 483]
table-cell: ୭: [580, 1261, 616, 1273]
elephant-caption: ହାତୀପଲ ରାସ୍ତା ଅତିକ୍ରମ କରୁଛନ୍ତି।: [680, 252, 788, 261]
railway-table-ad[interactable]: [578, 1150, 816, 1482]
table-cell: ୦୮.୧୧: [783, 1226, 815, 1238]
ad-2-band: ପୂର୍ବ ତଟ ରେଳପଥ: [821, 677, 941, 697]
table-cell: ୪: [580, 1226, 616, 1238]
railway-site[interactable]: www.ireps.gov.in: [582, 1342, 646, 1351]
